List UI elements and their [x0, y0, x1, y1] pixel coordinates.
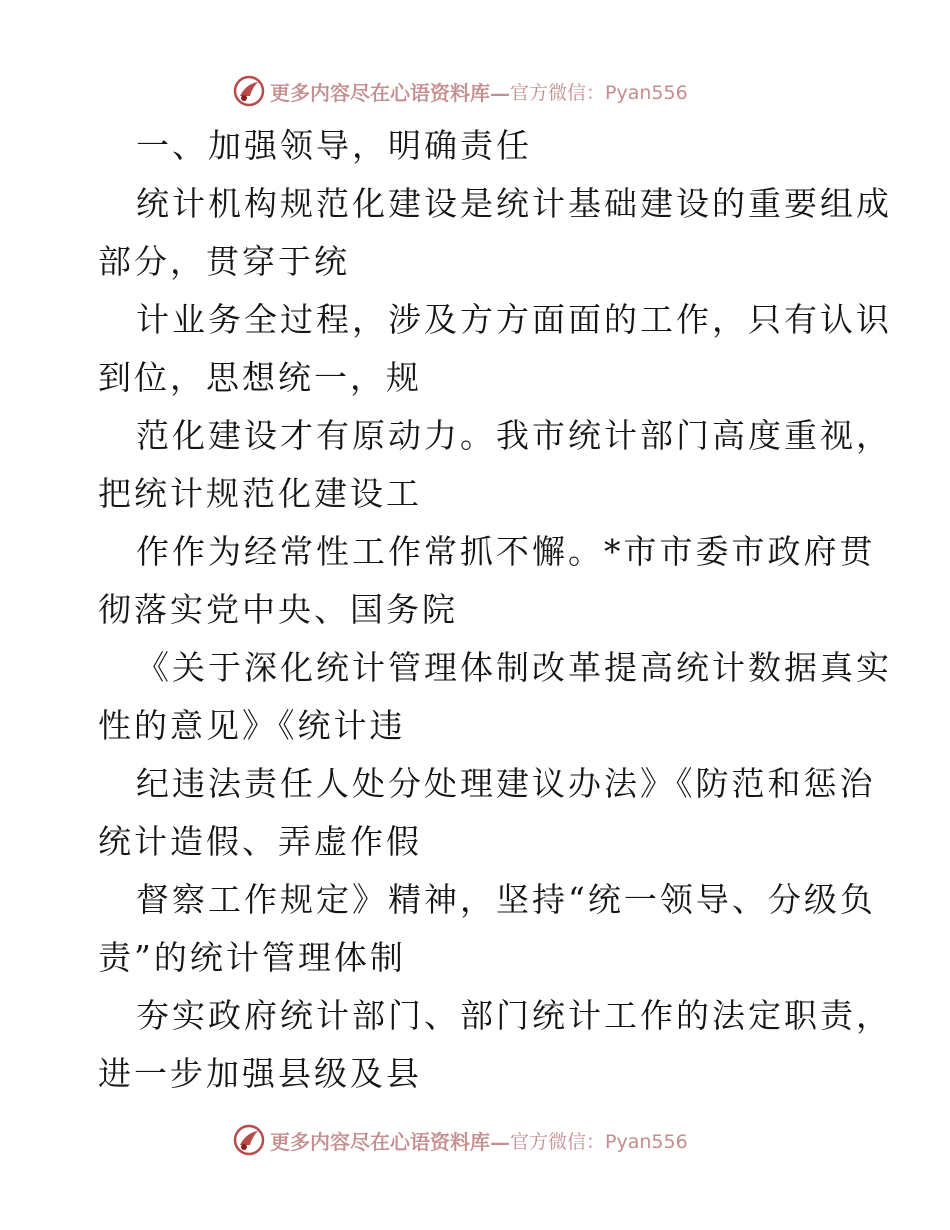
header-site-text: 更多内容尽在心语资料库—: [270, 80, 510, 105]
paragraph-line: 部分，贯穿于统: [98, 242, 350, 281]
paragraph-line: 责”的统计管理体制: [98, 938, 406, 977]
paragraph-line: 性的意见》《统计违: [98, 706, 406, 745]
paragraph-line: 统计造假、弄虚作假: [98, 822, 422, 861]
paragraph-line: 彻落实党中央、国务院: [98, 590, 458, 629]
paragraph-line: 夯实政府统计部门、部门统计工作的法定职责，: [136, 996, 892, 1035]
footer-banner: [232, 1122, 688, 1158]
paragraph-line: 范化建设才有原动力。我市统计部门高度重视，: [136, 416, 892, 455]
header-wechat-text: 官方微信：Pyan556: [510, 81, 688, 104]
paragraph-line: 计业务全过程，涉及方方面面的工作，只有认识: [136, 300, 892, 339]
paragraph-line: 统计机构规范化建设是统计基础建设的重要组成: [136, 184, 892, 223]
brush-seal-icon: [232, 74, 266, 108]
paragraph-line: 作作为经常性工作常抓不懈。*市市委市政府贯: [136, 532, 876, 571]
footer-wechat-text: 官方微信：Pyan556: [510, 1130, 688, 1153]
footer-site-text: 更多内容尽在心语资料库—: [270, 1129, 510, 1154]
brush-seal-icon: [232, 1123, 266, 1157]
header-banner: [232, 73, 688, 109]
section-heading: 一、加强领导，明确责任: [136, 126, 532, 165]
paragraph-line: 督察工作规定》精神，坚持“统一领导、分级负: [136, 880, 876, 919]
paragraph-line: 把统计规范化建设工: [98, 474, 422, 513]
paragraph-line: 进一步加强县级及县: [98, 1054, 422, 1093]
paragraph-line: 到位，思想统一，规: [98, 358, 422, 397]
paragraph-line: 《关于深化统计管理体制改革提高统计数据真实: [136, 648, 892, 687]
paragraph-line: 纪违法责任人处分处理建议办法》《防范和惩治: [136, 764, 876, 803]
